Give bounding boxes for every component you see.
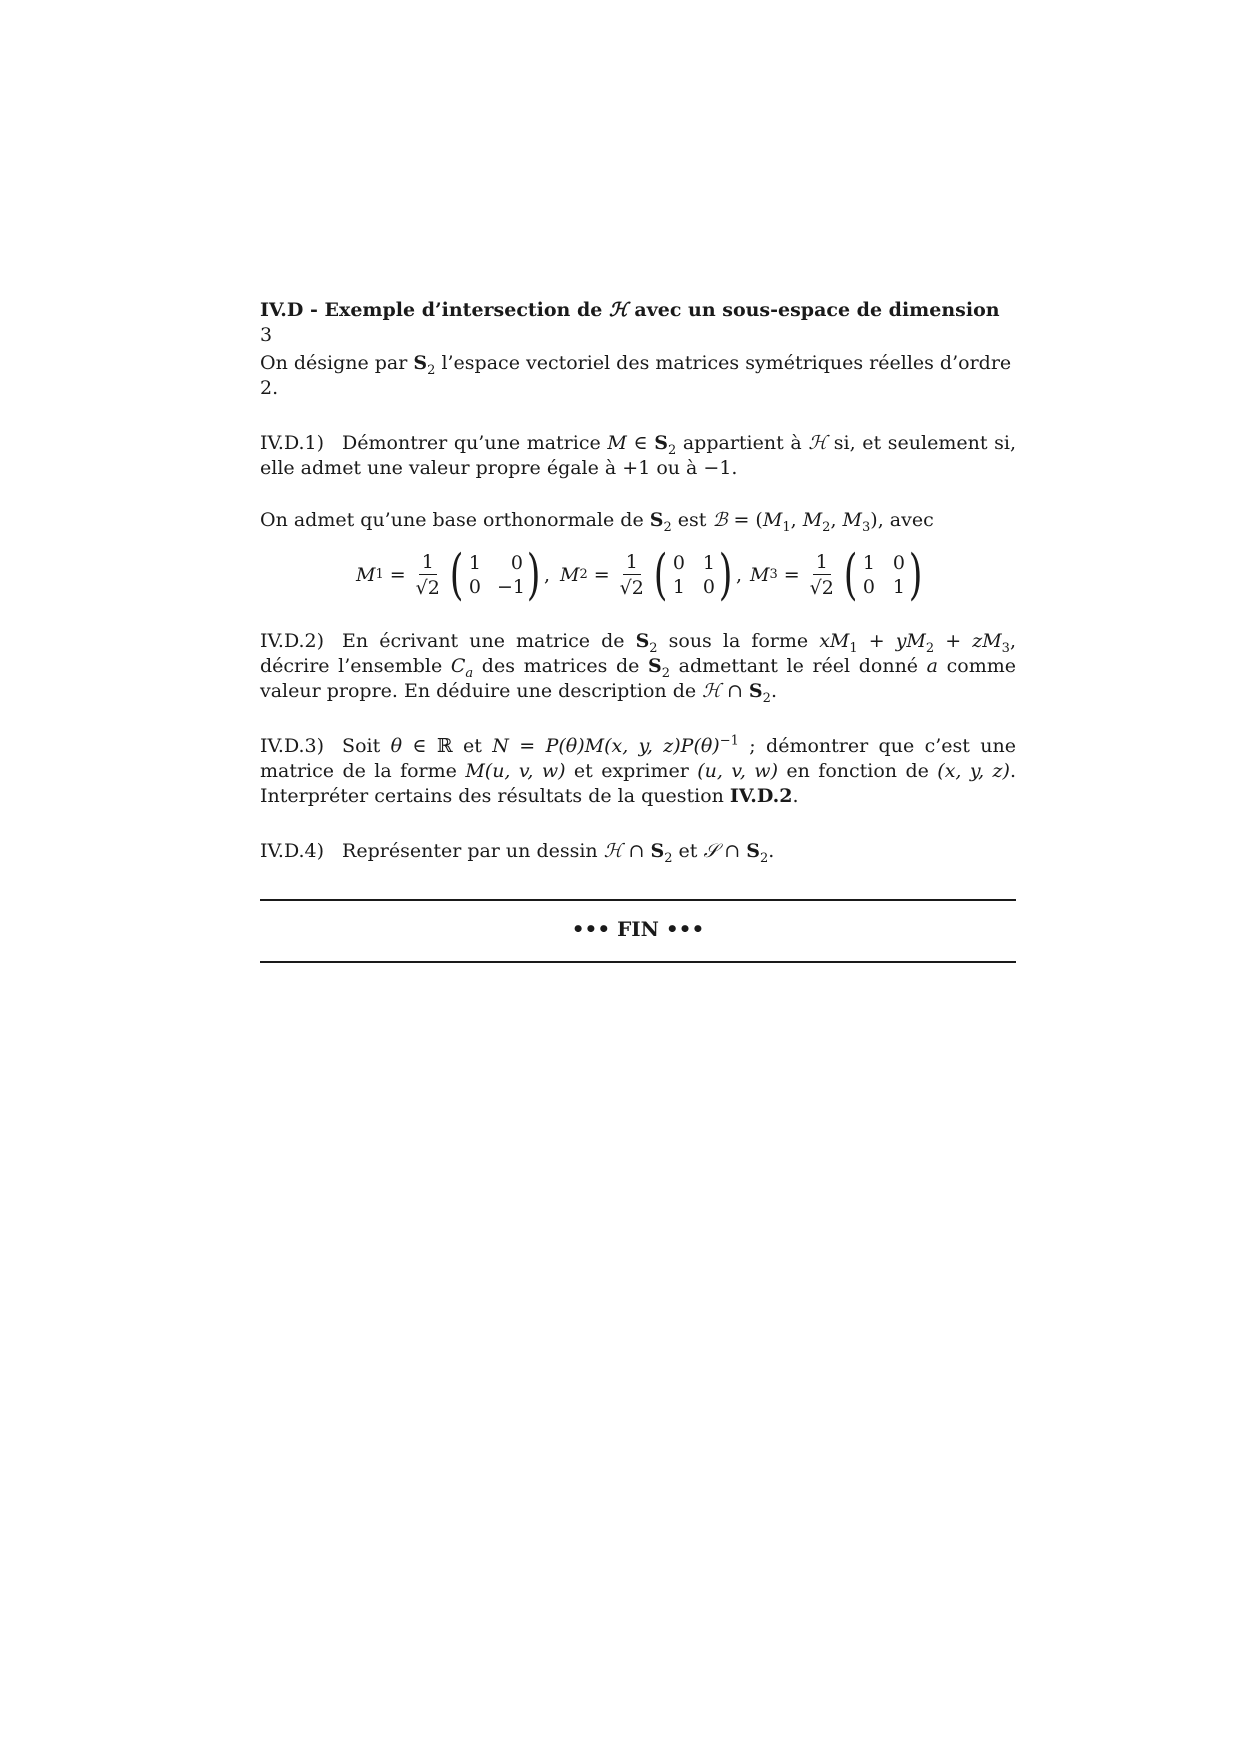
m1-name: M [356,563,376,586]
m2: M [802,509,823,531]
admit-paragraph [260,508,1016,533]
fraction [416,550,440,601]
fraction [810,550,834,601]
period: . [768,840,775,862]
script-h: ℋ [608,299,628,321]
question-iv-d-2 [260,629,1016,704]
s-sub: 2 [664,850,673,866]
s-sub: 2 [661,665,671,681]
x-m: xM [819,630,850,652]
matrix-cell: 1 [862,552,875,574]
s-sub: 2 [667,442,677,458]
question-label: IV.D.2) [260,630,325,652]
content [260,298,1016,864]
script-b: ℬ [712,509,728,531]
question-iv-d-1 [260,431,1016,481]
comma: , [830,509,843,531]
matrix-cell: 1 [702,552,715,574]
script-s: 𝒮 [703,840,719,862]
script-h: ℋ [702,680,721,702]
matrix-cell: 0 [468,576,481,598]
fraction [620,550,644,601]
question-label: IV.D.4) [260,840,325,862]
q4-text-2: et [672,840,704,862]
inverse-exponent: −1 [719,733,739,749]
question-iv-d-4 [260,839,1016,864]
denominator: √2 [619,576,644,599]
s-sub: 2 [663,519,672,535]
matrix-cell: 0 [862,576,875,598]
q3-text: Soit [342,735,391,757]
m3: M [842,509,862,531]
cap-symbol: ∩ [622,840,651,862]
s-sub: 2 [649,640,658,656]
equals: = [783,563,800,586]
q4-text: Représenter par un dessin [342,840,604,862]
admit-text-4: ), avec [870,509,934,531]
m2-definition: M 2 = $\frac{1}{√2}$ ( 0 1 1 0 ) , [560,543,743,606]
matrix-cell: 0 [672,552,685,574]
period: . [770,680,777,702]
denominator: √2 [809,576,834,599]
title-text-2: avec un sous-espace de dimension [627,299,1000,321]
cap-symbol: ∩ [718,840,747,862]
admit-text: On admet qu’une base orthonormale de [260,509,650,531]
a-symbol: a [926,655,938,677]
question-iv-d-3 [260,734,1016,809]
matrix-cell: 1 [672,576,685,598]
q2-text-4: des matrices de [473,655,649,677]
s-sub: 2 [762,690,771,706]
script-h: ℋ [603,840,623,862]
sub-2: 2 [925,640,935,656]
left-paren: ( [653,543,668,606]
s-sub: 2 [759,850,769,866]
m-symbol: M [607,432,627,454]
matrix-cell: 1 [468,552,481,574]
left-paren: ( [843,543,858,606]
section-label: IV.D [260,299,304,321]
right-paren: ) [526,543,541,606]
xyz: (x, y, z) [937,760,1010,782]
s-symbol: S [635,630,650,652]
m2-sub: 2 [822,519,831,535]
question-reference: IV.D.2 [729,785,793,807]
m2-name: M [560,563,580,586]
q1-text-3: si, et seulement si, elle admet une valeur propre égale à +1 ou à −1. [260,432,1016,479]
matrix-grid [671,551,715,599]
script-h: ℋ [808,432,828,454]
equals: = [593,563,610,586]
sub-1: 1 [849,640,858,656]
question-label: IV.D.3) [260,735,325,757]
n-symbol: N [492,735,509,757]
s-sub: 2 [427,362,436,378]
q2-text-5: admettant le réel donné [670,655,927,677]
comma: , [544,563,551,586]
denominator: √2 [415,576,440,599]
sub-3: 3 [1001,640,1010,656]
top-rule [260,899,1016,901]
m-uvw: M(u, v, w) [465,760,566,782]
admit-text-2: est [671,509,713,531]
q3-text-2: ∈ ℝ et [402,735,493,757]
s-symbol: S [748,680,763,702]
q2-text-3: , décrire l’ensemble [260,630,1016,677]
q3-text-3: ; démontrer que c’est une matrice de la forme [260,735,1016,782]
m1: M [762,509,783,531]
c-symbol: C [450,655,466,677]
s-symbol: S [649,509,664,531]
equals: = [389,563,406,586]
cap-symbol: ∩ [720,680,749,702]
m3-sub: 3 [862,519,871,535]
q2-text: En écrivant une matrice de [342,630,636,652]
matrix-3 [840,543,926,606]
left-paren: ( [449,543,464,606]
matrix-grid [861,551,905,599]
title-dim: 3 [260,324,273,346]
m3-name: M [750,563,770,586]
s-symbol: S [746,840,760,862]
right-paren: ) [908,543,923,606]
comma: , [790,509,803,531]
right-paren: ) [718,543,733,606]
matrix-2 [650,543,736,606]
m1-sub: 1 [782,519,791,535]
s-symbol: S [654,432,668,454]
matrix-cell: −1 [496,576,525,598]
intro-text-2: l’espace vectoriel des matrices symétriques réelles d’ordre 2. [260,352,1012,399]
q3-text-6: . Interpréter certains des résultats de la question [260,760,1017,807]
m1-definition: M 1 = $\frac{1}{√2}$ ( 1 0 0 −1 ) , [356,543,551,606]
m3-definition: M 3 = $\frac{1}{√2}$ ( 1 0 0 1 ) [750,543,926,607]
matrix-cell: 0 [510,552,523,574]
q2-text-2: sous la forme [657,630,820,652]
title-text: - Exemple d’intersection de [303,299,609,321]
period: . [792,785,799,807]
q1-text: Démontrer qu’une matrice [342,432,608,454]
matrix-cell: 0 [892,552,905,574]
z-m: + zM [934,630,1002,652]
uvw: (u, v, w) [697,760,778,782]
in-symbol: ∈ [626,432,655,454]
s-symbol: S [648,655,662,677]
intro-text: On désigne par [260,352,414,374]
section-title [260,298,1016,348]
theta: θ [390,735,403,757]
y-m: + yM [857,630,926,652]
numerator: 1 [419,550,437,575]
s-symbol: S [650,840,665,862]
basis-formula [260,543,1016,607]
q2-text-6: comme valeur propre. En déduire une description de [260,655,1016,702]
comma: , [736,563,743,586]
conjugation-expr: = P(θ)M(x, y, z)P(θ) [508,735,720,757]
fin-marker: ••• FIN ••• [571,917,705,941]
q1-text-2: appartient à [676,432,809,454]
matrix-grid [467,551,523,599]
c-sub: a [465,665,474,681]
numerator: 1 [813,550,831,575]
matrix-cell: 1 [892,576,905,598]
question-label: IV.D.1) [260,432,325,454]
admit-text-3: = ( [727,509,763,531]
intro-paragraph [260,351,1016,401]
matrix-cell: 0 [702,576,715,598]
bottom-rule [260,961,1016,963]
numerator: 1 [623,550,641,575]
q3-text-5: en fonction de [777,760,938,782]
s-symbol: S [413,352,428,374]
q3-text-4: et exprimer [565,760,698,782]
